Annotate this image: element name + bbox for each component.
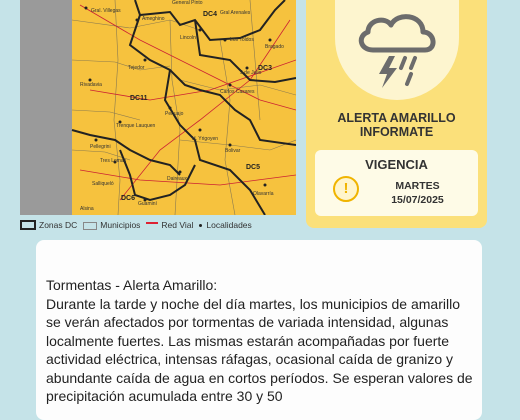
- alert-title-line2: INFORMATE: [359, 125, 434, 139]
- thunderstorm-cloud-icon: [335, 0, 459, 100]
- vigencia-day: MARTES: [395, 180, 440, 192]
- alert-panel: [306, 0, 487, 228]
- svg-text:Guaminí: Guaminí: [138, 201, 157, 207]
- warning-icon: !: [333, 176, 359, 202]
- municipality-border-icon: [83, 222, 97, 230]
- vigencia-date: 15/07/2025: [391, 194, 444, 206]
- svg-text:Pellegrini: Pellegrini: [90, 144, 111, 150]
- locality-dot-icon: [199, 224, 202, 227]
- vigencia-box: [315, 150, 478, 216]
- zone-label: DC6: [121, 195, 136, 202]
- svg-text:Trenque Lauquen: Trenque Lauquen: [116, 123, 156, 129]
- zone-label: DC5: [246, 164, 261, 171]
- svg-text:Gral Arenales: Gral Arenales: [220, 10, 251, 16]
- svg-text:Tres Lomas: Tres Lomas: [100, 158, 127, 164]
- alert-map: [20, 0, 296, 215]
- svg-text:Gral. Villegas: Gral. Villegas: [91, 8, 121, 14]
- svg-text:Rivadavia: Rivadavia: [80, 82, 102, 88]
- map-svg: [20, 0, 296, 215]
- zone-label: DC11: [130, 95, 148, 102]
- legend-zonas: Zonas DC: [20, 220, 77, 231]
- svg-text:9 de Julio: 9 de Julio: [240, 70, 262, 76]
- description-card: [36, 240, 482, 420]
- alert-title: [306, 111, 487, 139]
- svg-text:Carlos Casares: Carlos Casares: [220, 89, 255, 95]
- icon-circle: [335, 0, 459, 100]
- legend-localidades: Localidades: [199, 220, 251, 230]
- alert-title-line1: ALERTA AMARILLO: [337, 111, 456, 125]
- svg-text:General Pinto: General Pinto: [172, 0, 203, 6]
- svg-text:Salliqueló: Salliqueló: [92, 181, 114, 187]
- zone-label: DC4: [203, 11, 218, 18]
- road-line-icon: [146, 222, 158, 230]
- legend-municipios: Municipios: [83, 220, 140, 230]
- svg-text:Ameghino: Ameghino: [142, 16, 165, 22]
- svg-text:H. Yrigoyen: H. Yrigoyen: [192, 136, 219, 142]
- svg-text:Los Toldos: Los Toldos: [230, 37, 254, 43]
- svg-text:Bragado: Bragado: [265, 44, 284, 50]
- description-heading: Tormentas - Alerta Amarillo:: [46, 277, 218, 293]
- svg-text:Lincoln: Lincoln: [180, 35, 196, 41]
- zone-label: DC3: [258, 65, 273, 72]
- description-body: [46, 276, 478, 406]
- svg-text:Daireaux: Daireaux: [167, 176, 188, 182]
- svg-text:Bolivar: Bolivar: [225, 148, 241, 154]
- zone-border-icon: [20, 220, 36, 230]
- svg-text:Pehuajo: Pehuajo: [165, 111, 184, 117]
- vigencia-label: VIGENCIA: [365, 157, 428, 172]
- svg-text:Tejedor: Tejedor: [128, 65, 145, 71]
- svg-text:Alsina: Alsina: [80, 206, 94, 212]
- legend-red-vial: Red Vial: [146, 220, 193, 230]
- map-legend: [20, 219, 300, 231]
- svg-text:Olavarría: Olavarría: [253, 191, 274, 197]
- description-text: Durante la tarde y noche del día martes, los municipios de amarillo se verán afectados por tormentas de variada intensidad, algunas localmente fuertes. Las mismas estarán acompañadas por fuerte actividad eléctrica, intensas ráfagas, ocasional caída de granizo y abundante caída de agua en cortos períodos. Se esperan valores de precipitación acumulada entre 30 y 50: [46, 295, 473, 404]
